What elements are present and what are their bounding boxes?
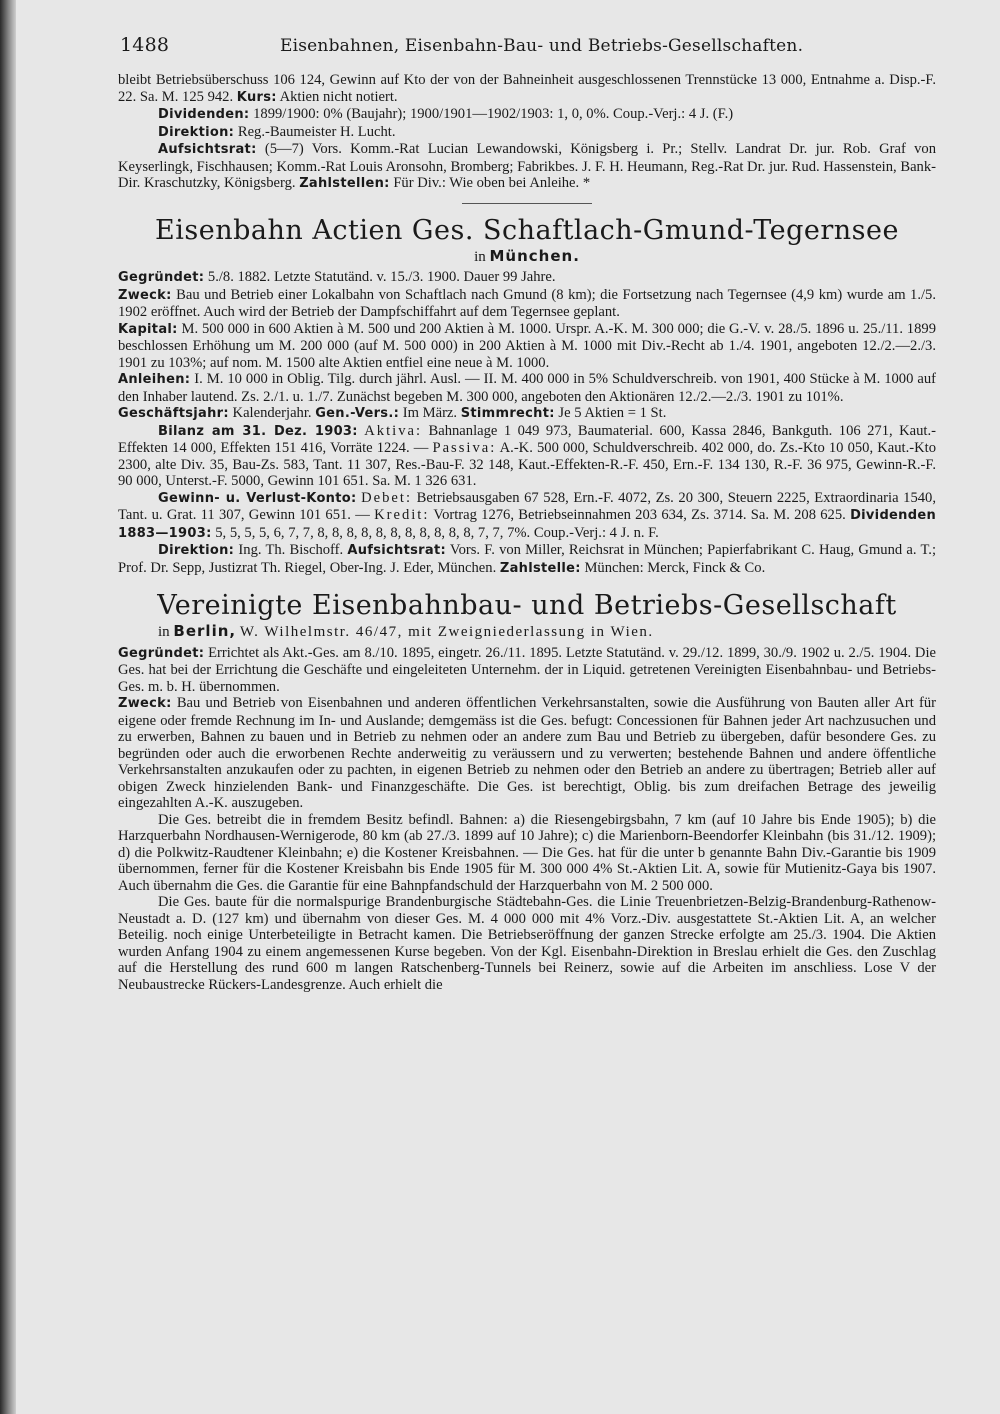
prev-aufsichtsrat: Aufsichtsrat: (5—7) Vors. Komm.-Rat Lucian Lewandowski, Königsberg i. Pr.; Stellv. Landrat Dr. jur. Rob. Graf von Keyserlingk, Fischhausen; Komm.-Rat Louis Aronsohn, Bromberg; Fabrikbes. J. F. H. Heumann, Reg.-Rat Dr. jur. Rud. Hassenstein, Bank-Dir. Kraschutzky, Königsberg. Zahlstellen: Für Div.: Wie oben bei Anleihe. *	[118, 141, 936, 191]
gewinn-verlust-konto: Gewinn- u. Verlust-Konto: Debet: Betriebsausgaben 67 528, Ern.-F. 4072, Zs. 20 300, Steuern 2225, Extraordinaria 1540, Tant. u. Grat. 11 307, Gewinn 101 651. — Kredit: Vortrag 1276, Betriebseinnahmen 203 634, Zs. 3714. Sa. M. 208 625. Dividenden 1883—1903: 5, 5, 5, 5, 6, 7, 7, 8, 8, 8, 8, 8, 8, 8, 8, 8, 8, 8, 7, 7, 7%. Coup.-Verj.: 4 J. n. F.	[118, 489, 936, 541]
paragraph-bahnen: Die Ges. betreibt die in fremdem Besitz befindl. Bahnen: a) die Riesengebirgsbahn, 7 km (auf 10 Jahre bis Ende 1905); b) die Harzquerbahn Nordhausen-Wernigerode, 80 km (ab 27./3. 1899 auf 10 Jahre); c) die Marienborn-Beendorfer Kleinbahn (bis 31./12. 1909); d) die Polkwitz-Raudtener Kleinbahn; e) die Kostener Kreisbahnen. — Die Ges. hat für die unter b genannte Bahn Div.-Garantie bis 1909 übernommen, ferner für die Kostener Kreisbahn bis Ende 1905 für M. 300 000 4% St.-Aktien Lit. A, sowie für Mutienitz-Gaya bis 1907. Auch übernahm die Ges. die Garantie für eine Bahnpfandschuld der Harzquerbahn von M. 2 500 000.	[118, 811, 936, 894]
book-spine-shadow	[0, 0, 16, 1414]
zweck: Zweck: Bau und Betrieb einer Lokalbahn von Schaftlach nach Gmund (8 km); die Fortsetzung nach Tegernsee (4,9 km) wurde am 1./5. 1902 eröffnet. Auch wird der Betrieb der Dampfschiffahrt auf dem Tegernsee geplant.	[118, 286, 936, 320]
previous-entry	[118, 72, 936, 193]
running-title: Eisenbahnen, Eisenbahn-Bau- und Betriebs-Gesellschaften.	[280, 36, 804, 56]
entry-vereinigte-eisenbahnbau	[118, 591, 936, 993]
company-title: Eisenbahn Actien Ges. Schaftlach-Gmund-Tegernsee	[155, 214, 899, 246]
page-number: 1488	[120, 34, 170, 56]
prev-zahlstellen-text: Für Div.: Wie oben bei Anleihe. *	[393, 175, 591, 191]
page-header	[120, 34, 940, 64]
bilanz: Bilanz am 31. Dez. 1903: Aktiva: Bahnanlage 1 049 973, Baumaterial. 600, Kassa 2846, Bankguth. 106 271, Kaut.-Effekten 14 000, Effekten 151 416, Vorräte 1224. — Passiva: A.-K. 500 000, Schuldverschreib. 402 000, do. Zs.-Kto 10 050, Kaut.-Kto 2300, alte Div. 35, Bau-Zs. 583, Tant. 11 307, Res.-Bau-F. 32 148, Kaut.-Effekten-R.-F. 450, Ern.-F. 134 130, R.-F. 36 975, Gewinn-R.-F. 90 000, Unterst.-F. 5000, Gewinn 101 651. Sa. M. 1 326 631.	[118, 422, 937, 489]
paragraph-staedtebahn: Die Ges. baute für die normalspurige Brandenburgische Städtebahn-Ges. die Linie Treuenbrietzen-Belzig-Brandenburg-Rathenow-Neustadt a. D. (127 km) und übernahm von dieser Ges. M. 4 000 000 mit 4% Vorz.-Div. ausgestattete St.-Aktien Lit. A, an welcher Beteilig. noch einige Unterbeteiligte in Betracht kamen. Die Betriebseröffnung der ganzen Strecke erfolgte am 25./3. 1904. Die Aktien wurden Anfang 1904 zu einem angemessenen Kurse begeben. Von der Kgl. Eisenbahn-Direktion in Breslau erhielt die Ges. den Zuschlag auf die Herstellung des rund 600 m langen Ratschenberg-Tunnels bei Reinerz, sowie auf die Arbeiten im anschliess. Lose V der Neubaustrecke Rückers-Landesgrenze. Auch erhielt die	[118, 894, 936, 993]
direktion: Direktion: Ing. Th. Bischoff. Aufsichtsrat: Vors. F. von Miller, Reichsrat in München; Papierfabrikant C. Haug, Gmund a. T.; Prof. Dr. Sepp, Justizrat Th. Riegel, Ober-Ing. J. Eder, München. Zahlstelle: München: Merck, Finck & Co.	[118, 542, 937, 576]
prev-dividenden: Dividenden: 1899/1900: 0% (Baujahr); 1900/1901—1902/1903: 1, 0, 0%. Coup.-Verj.: 4 J. (F.)	[158, 106, 734, 122]
kapital: Kapital: M. 500 000 in 600 Aktien à M. 500 und 200 Aktien à M. 1000. Urspr. A.-K. M. 300 000; die G.-V. v. 28./5. 1896 u. 25./11. 1899 beschlossen Erhöhung um M. 200 000 (auf M. 500 000) in 200 Aktien à M. 1000 mit Div.-Recht ab 1./4. 1901, angeboten 12./2.—2./3. 1901 zu 103%; auf nom. M. 1500 alte Aktien entfiel eine neue à M. 1000.	[118, 320, 936, 371]
page-content	[118, 72, 936, 993]
kurs-text: Aktien nicht notiert.	[279, 88, 398, 105]
zweck: Zweck: Bau und Betrieb von Eisenbahnen und anderen öffentlichen Verkehrsanstalten, sowie die Ausführung von Bauten aller Art für eigene oder fremde Rechnung im In- und Auslande; demgemäss ist die Ges. befugt: Concessionen für Bahnen jeder Art nachzusuchen und zu erwerben, Bahnen zu bauen und in Betrieb zu nehmen oder an andere zum Bau und Betrieb zu übergeben, dafür besondere Ges. zu begründen oder auch die erworbenen Rechte anderweitig zu veräussern und zu verwerten; bestehende Bahnen und andere öffentliche Verkehrsanstalten anzukaufen oder zu pachten, in eigenen Betrieb zu nehmen oder den Betrieb an andere zu übertragen; Betrieb aller auf obigen Zweck hinzielenden Bank- und Finanzgeschäfte. Die Ges. ist berechtigt, Oblig. bis zum dreifachen Betrage des jeweilig eingezahlten A.-K. auszugeben.	[118, 695, 936, 811]
geschaeftsjahr: Geschäftsjahr: Kalenderjahr. Gen.-Vers.: Im März. Stimmrecht: Je 5 Aktien = 1 St.	[118, 405, 667, 421]
prev-intro: bleibt Betriebsüberschuss 106 124, Gewinn auf Kto der von der Bahneinheit ausgeschlossenen Trennstücke 13 000, Entnahme a. Disp.-F. 22. Sa. M. 125 942. Kurs: Aktien nicht notiert.	[118, 72, 936, 105]
anleihen: Anleihen: I. M. 10 000 in Oblig. Tilg. durch jährl. Ausl. — II. M. 400 000 in 5% Schuldverschreib. von 1901, 400 Stücke à M. 1000 auf den Inhaber lautend. Zs. 2./1. u. 1./7. Zunächst begeben M. 300 000, angeboten den Aktionären 12./2.—2./3. 1901 zu 101%.	[118, 371, 936, 405]
entry-schaftlach-gmund-tegernsee	[118, 216, 936, 578]
prev-direktion: Direktion: Reg.-Baumeister H. Lucht.	[158, 123, 396, 140]
company-location: in Berlin, W. Wilhelmstr. 46/47, mit Zweigniederlassung in Wien.	[158, 622, 654, 640]
prev-zahlstellen-label: Zahlstellen:	[299, 176, 390, 191]
gegruendet: Gegründet: 5./8. 1882. Letzte Statutänd. v. 15./3. 1900. Dauer 99 Jahre.	[118, 269, 556, 285]
section-divider	[462, 203, 592, 204]
company-title: Vereinigte Eisenbahnbau- und Betriebs-Gesellschaft	[157, 590, 897, 621]
kurs-label: Kurs:	[236, 89, 277, 105]
gegruendet: Gegründet: Errichtet als Akt.-Ges. am 8./10. 1895, eingetr. 26./11. 1895. Letzte Statutänd. v. 29./12. 1899, 30./9. 1902 u. 2./5. 1904. Die Ges. hat bei der Errichtung die Geschäfte und eingeleiteten Unternehm. der in Liquid. getretenen Vereinigten Eisenbahnbau- und Betriebs-Ges. m. b. H. übernommen.	[118, 644, 937, 695]
company-location: in München.	[474, 246, 580, 265]
